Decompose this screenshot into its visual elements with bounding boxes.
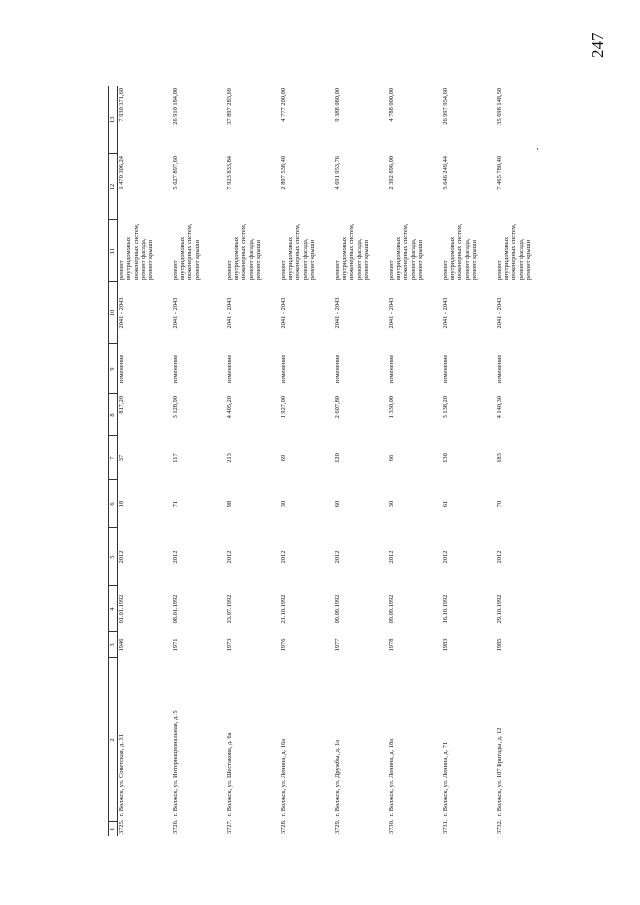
- sum13-cell: 9 388 080,00: [333, 88, 341, 122]
- work-cell: ремонт внутридомовых инженерных систем, ремонт фасада, ремонт крыши: [387, 223, 424, 280]
- col7-cell: 69: [279, 454, 287, 462]
- area-cell: 4 405,20: [225, 396, 233, 419]
- rotated-table-container: [108, 86, 532, 836]
- sum12-cell: 4 691 953,76: [333, 156, 341, 190]
- area-cell: 3 128,90: [171, 396, 179, 419]
- header-cell: 5: [109, 528, 118, 586]
- col7-cell: 117: [171, 453, 179, 463]
- header-cell: 3: [109, 632, 118, 658]
- year-cell: 2012: [118, 550, 125, 564]
- sum13-cell: 7 930 371,60: [118, 88, 125, 122]
- scan-mark: [537, 148, 538, 150]
- address-cell: 3726. г. Волжск, ул. Интернациональная, д. 5: [171, 710, 179, 834]
- address-cell: 3728. г. Волжск, ул. Ленина, д. 16а: [279, 738, 287, 834]
- col7-cell: 37: [118, 454, 125, 462]
- sum12-cell: 1 470 306,24: [118, 156, 125, 190]
- year-cell: 2012: [387, 550, 395, 564]
- col6-cell: 71: [171, 500, 179, 508]
- sum12-cell: 5 646 249,44: [441, 156, 449, 190]
- date-cell: 09.09.1992: [387, 594, 395, 624]
- status-cell: изменение: [387, 354, 395, 384]
- address-cell: 3725. г. Волжск, ул. Советская, д. 31: [118, 734, 125, 834]
- year-cell: 2012: [279, 550, 287, 564]
- status-cell: изменение: [225, 354, 233, 384]
- year-built-cell: 1973: [225, 638, 233, 652]
- sum13-cell: 26 997 954,60: [441, 88, 449, 125]
- col6-cell: 61: [441, 500, 449, 508]
- col7-cell: 213: [225, 453, 233, 463]
- status-cell: изменение: [279, 354, 287, 384]
- address-cell: 3729. г. Волжск, ул. Дружбы, д. 1а: [333, 739, 341, 834]
- sum12-cell: 5 627 897,60: [171, 156, 179, 190]
- header-cell: 13: [109, 86, 118, 154]
- col6-cell: 98: [225, 500, 233, 508]
- area-cell: 4 140,30: [495, 396, 503, 419]
- period-cell: 2041 - 2043: [495, 297, 503, 329]
- header-cell: 9: [109, 344, 118, 394]
- col7-cell: 66: [387, 454, 395, 462]
- sum13-cell: 26 910 184,00: [171, 88, 179, 125]
- date-cell: 21.10.1992: [279, 594, 287, 624]
- table-row: [334, 86, 388, 836]
- header-cell: 11: [109, 220, 118, 282]
- period-cell: 2041 - 2043: [387, 297, 395, 329]
- table-row: [172, 86, 226, 836]
- work-cell: ремонт внутридомовых инженерных систем, ремонт крыши: [171, 223, 201, 280]
- work-cell: ремонт внутридомовых инженерных систем, ремонт фасада, ремонт крыши: [225, 223, 262, 280]
- table-row: [118, 86, 172, 836]
- work-cell: ремонт внутридомовых инженерных систем, ремонт фасада, ремонт крыши: [441, 223, 478, 280]
- housing-repair-table: [108, 86, 550, 836]
- page-number: 247: [588, 32, 607, 58]
- table-row: [388, 86, 442, 836]
- sum12-cell: 2 392 896,00: [387, 156, 395, 190]
- address-cell: 3732. г. Волжск, ул. 107 Бригады, д. 12: [495, 727, 503, 834]
- col7-cell: 120: [333, 453, 341, 463]
- header-row: [109, 86, 118, 836]
- year-built-cell: 1983: [441, 638, 449, 652]
- status-cell: изменение: [495, 354, 503, 384]
- table-row: [280, 86, 334, 836]
- work-cell: ремонт внутридомовых инженерных систем, ремонт фасада, ремонт крыши: [333, 223, 370, 280]
- area-cell: 1 927,00: [279, 396, 287, 419]
- sum12-cell: 7 465 780,40: [495, 156, 503, 190]
- header-cell: 6: [109, 480, 118, 528]
- area-cell: 1 330,00: [387, 396, 395, 419]
- col6-cell: 18: [118, 500, 125, 508]
- period-cell: 2041 - 2043: [118, 297, 125, 329]
- address-cell: 3731. г. Волжск, ул. Ленина, д. 71: [441, 741, 449, 834]
- date-cell: 23.07.1992: [225, 594, 233, 624]
- area-cell: 817,20: [118, 396, 125, 414]
- col6-cell: 70: [495, 500, 503, 508]
- year-built-cell: 1946: [118, 638, 125, 652]
- work-cell: ремонт внутридомовых инженерных систем, ремонт фасада, ремонт крыши: [495, 223, 532, 280]
- year-cell: 2012: [495, 550, 503, 564]
- status-cell: изменение: [441, 354, 449, 384]
- year-cell: 2012: [333, 550, 341, 564]
- address-cell: 3727. г. Волжск, ул. Шестакова, д. 6а: [225, 732, 233, 834]
- year-cell: 2012: [225, 550, 233, 564]
- date-cell: 29.10.1992: [495, 594, 503, 624]
- header-cell: 4: [109, 586, 118, 632]
- sum13-cell: 4 777 200,00: [279, 88, 287, 122]
- table-row: [226, 86, 280, 836]
- header-cell: 2: [109, 658, 118, 822]
- year-cell: 2012: [441, 550, 449, 564]
- year-built-cell: 1978: [387, 638, 395, 652]
- area-cell: 2 607,80: [333, 396, 341, 419]
- year-built-cell: 1976: [279, 638, 287, 652]
- col7-cell: 130: [441, 453, 449, 463]
- col6-cell: 30: [387, 500, 395, 508]
- table-row: [496, 86, 550, 836]
- col6-cell: 30: [279, 500, 287, 508]
- work-cell: ремонт внутридомовых инженерных систем, ремонт фасада, ремонт крыши: [279, 223, 316, 280]
- date-cell: 01.01.1992: [118, 594, 125, 624]
- period-cell: 2041 - 2043: [333, 297, 341, 329]
- header-cell: 8: [109, 394, 118, 436]
- period-cell: 2041 - 2043: [441, 297, 449, 329]
- col6-cell: 60: [333, 500, 341, 508]
- year-cell: 2012: [171, 550, 179, 564]
- work-cell: ремонт внутридомовых инженерных систем, ремонт фасада, ремонт крыши: [118, 223, 155, 280]
- sum13-cell: 37 897 283,69: [225, 88, 233, 125]
- col7-cell: 183: [495, 453, 503, 463]
- date-cell: 09.09.1992: [333, 594, 341, 624]
- status-cell: изменение: [118, 354, 125, 384]
- sum12-cell: 2 897 538,40: [279, 156, 287, 190]
- year-built-cell: 1971: [171, 638, 179, 652]
- header-cell: 10: [109, 282, 118, 344]
- status-cell: изменение: [171, 354, 179, 384]
- sum13-cell: 4 788 000,00: [387, 88, 395, 122]
- sum13-cell: 35 698 148,50: [495, 88, 503, 125]
- table-row: [442, 86, 496, 836]
- date-cell: 16.10.1992: [441, 594, 449, 624]
- area-cell: 3 138,20: [441, 396, 449, 419]
- date-cell: 08.01.1992: [171, 594, 179, 624]
- sum12-cell: 7 923 833,84: [225, 156, 233, 190]
- period-cell: 2041 - 2043: [279, 297, 287, 329]
- period-cell: 2041 - 2043: [171, 297, 179, 329]
- year-built-cell: 1977: [333, 638, 341, 652]
- header-cell: 7: [109, 436, 118, 480]
- year-built-cell: 1985: [495, 638, 503, 652]
- status-cell: изменение: [333, 354, 341, 384]
- header-cell: 1: [109, 822, 118, 836]
- period-cell: 2041 - 2043: [225, 297, 233, 329]
- address-cell: 3730. г. Волжск, ул. Ленина, д. 18а: [387, 738, 395, 834]
- header-cell: 12: [109, 154, 118, 220]
